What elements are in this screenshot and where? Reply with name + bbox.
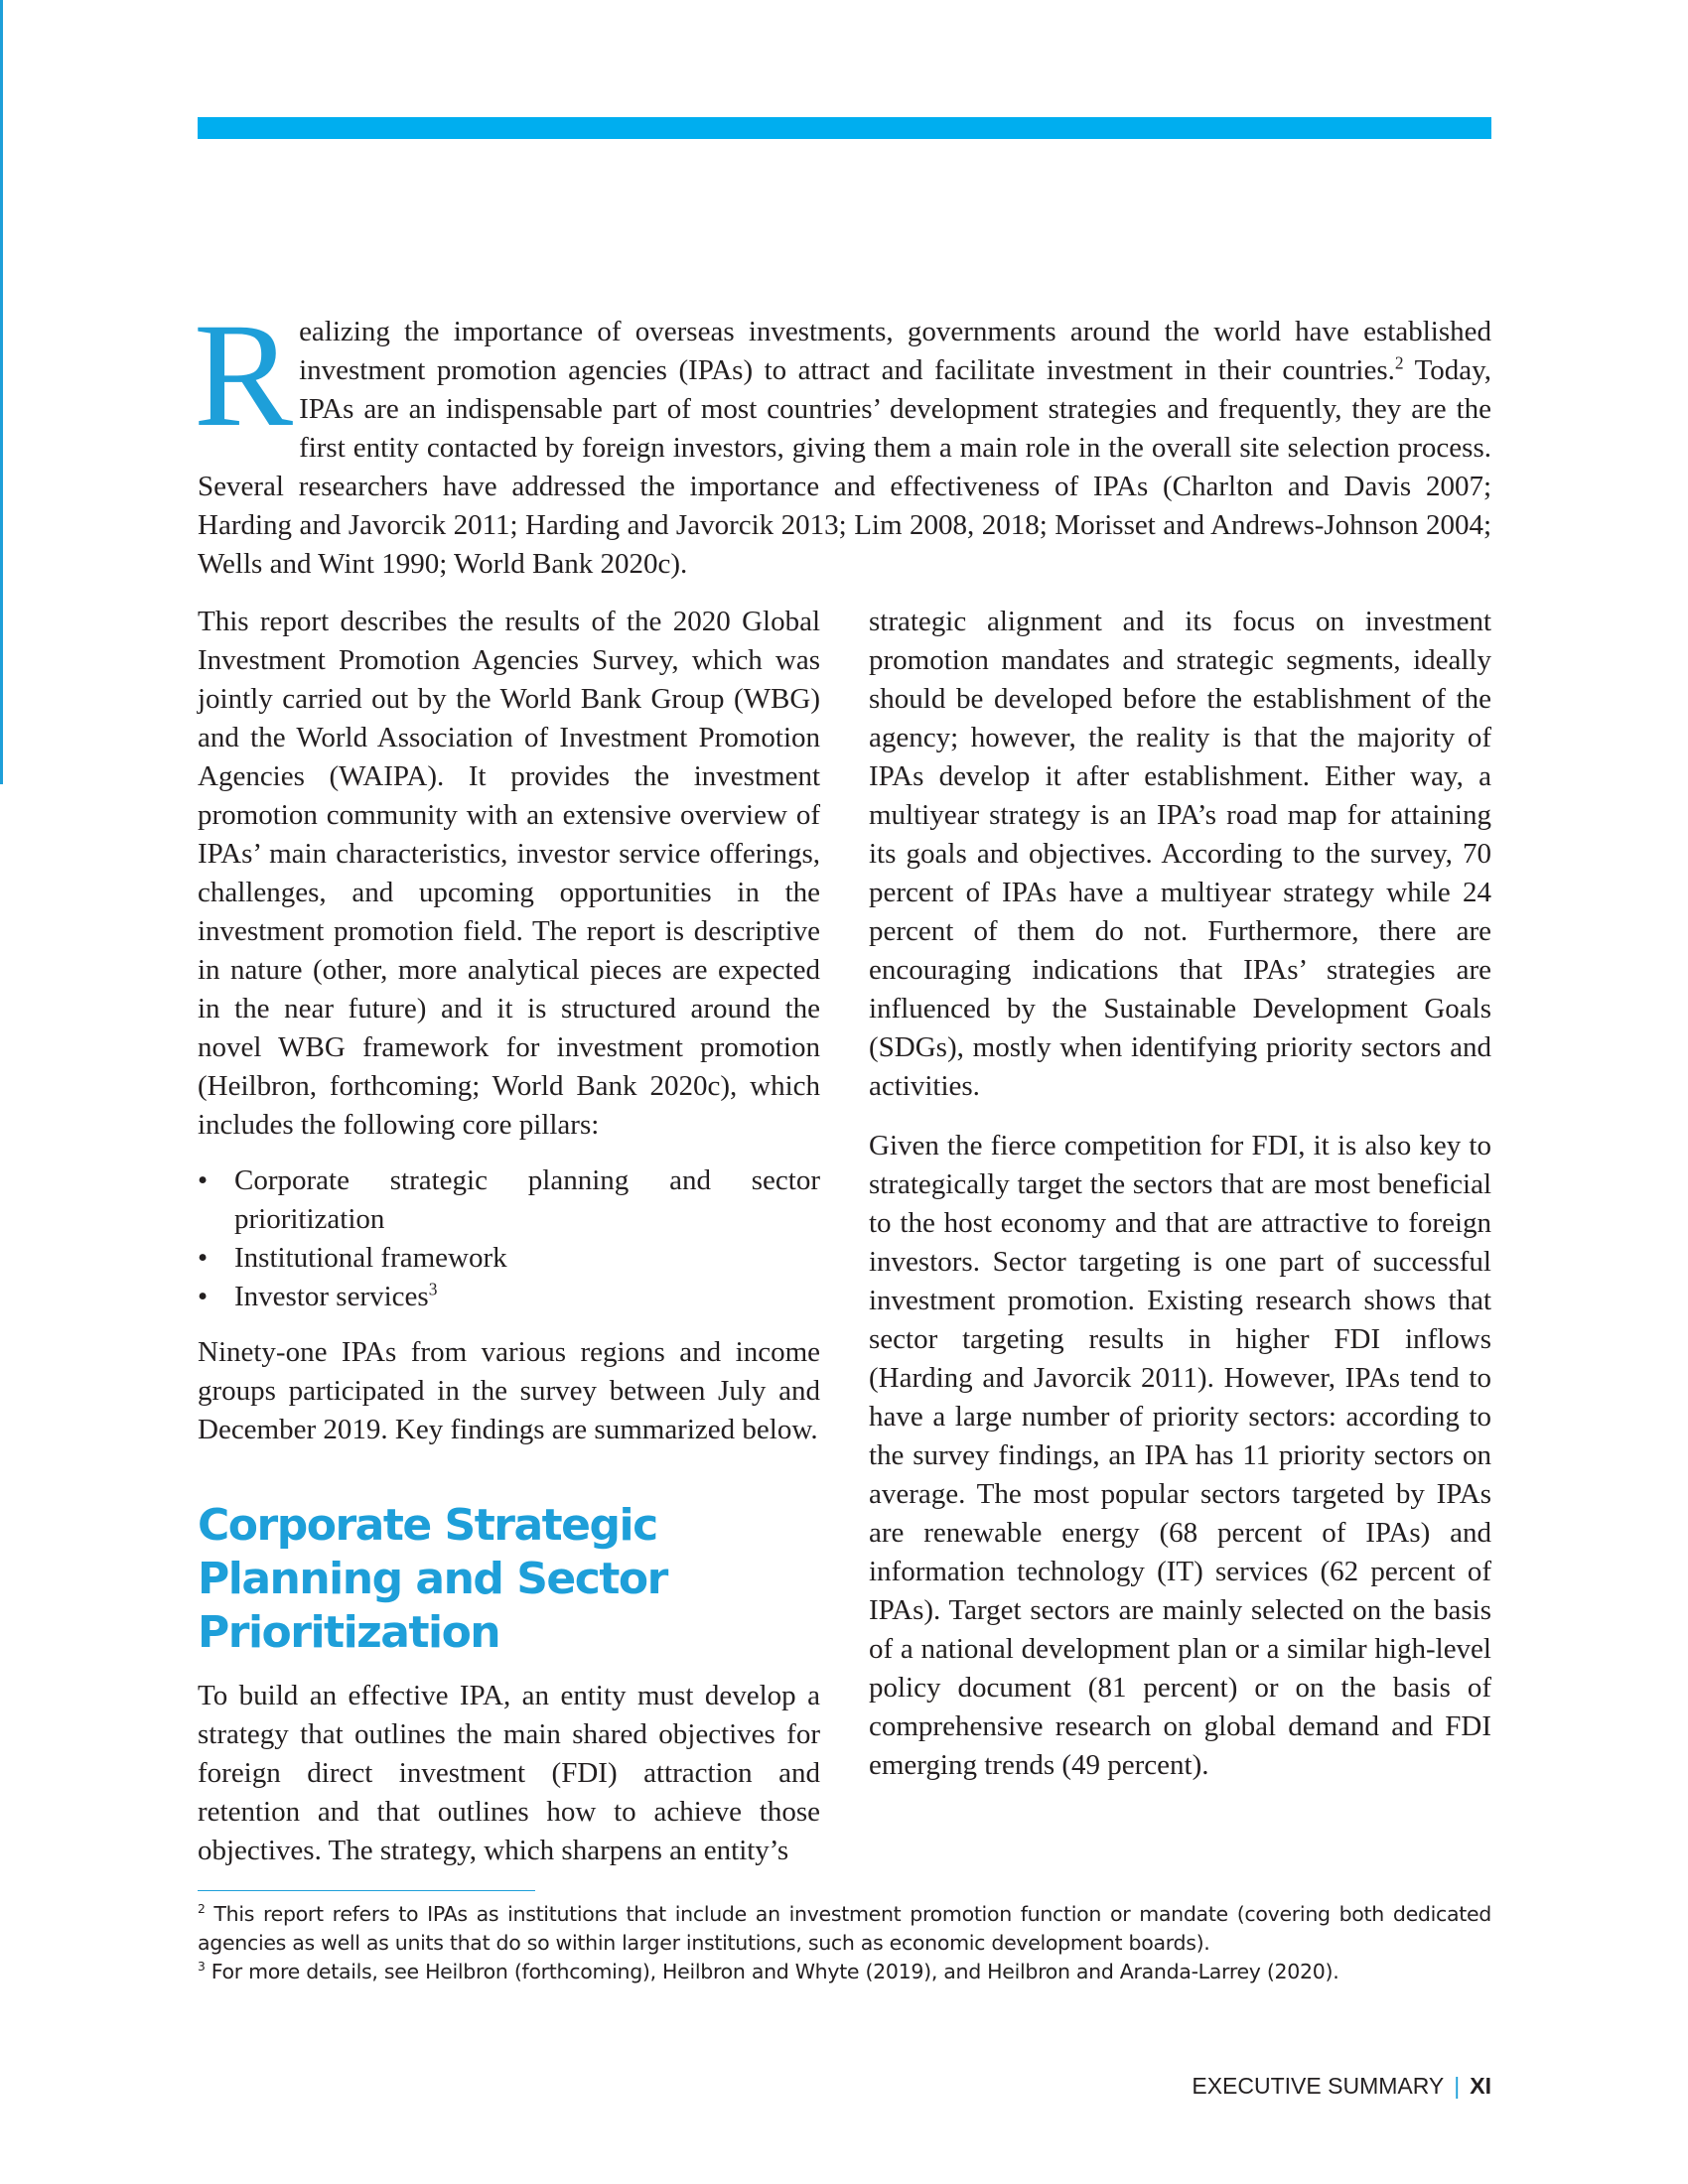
footnotes xyxy=(198,1900,1491,1986)
header-accent-bar xyxy=(198,117,1491,139)
footnote-2: $^2$ This report refers to IPAs as institutions that include an investment promotion function or mandate (covering both dedicated agencies as well as units that do so within larger institutions, such as economic development boards). xyxy=(198,1902,1491,1955)
intro-paragraph xyxy=(194,293,1492,584)
page-edge-rule xyxy=(0,0,3,784)
strategy-paragraph: To build an effective IPA, an entity must develop a strategy that outlines the main shared objectives for foreign direct investment (FDI) attraction and retention and that outlines how to achieve those objectives. The strategy, which sharpens an entity’s xyxy=(198,1680,820,1866)
running-footer xyxy=(1192,2073,1491,2100)
list-item: • Investor services$^3$ xyxy=(198,1278,820,1316)
right-column xyxy=(869,603,1491,1785)
intro-text-continued: Today, IPAs are an indispensable part of most countries’ development strategies and frequently, they are the first entity contacted by foreign investors, giving them a main role in the overall site selection process. Several researchers have addressed the importance and effectiveness of IPAs (Charlton and Davis 2007; Harding and Javorcik 2011; Harding and Javorcik 2013; Lim 2008, 2018; Morisset and Andrews-Johnson 2004; Wells and Wint 1990; World Bank 2020c). xyxy=(198,354,1492,580)
bullet-icon: • xyxy=(198,1281,209,1312)
left-column xyxy=(198,603,820,1870)
participants-paragraph: Ninety-one IPAs from various regions and income groups participated in the survey between July and December 2019. Key findings are summarized below. xyxy=(198,1336,820,1445)
list-item: • Institutional framework xyxy=(198,1239,820,1278)
strategy-continued-paragraph: strategic alignment and its focus on investment promotion mandates and strategic segments, ideally should be developed before the establishment of the agency; however, the reality is that the majority of IPAs develop it after establishment. Either way, a multiyear strategy is an IPA’s road map for attaining its goals and objectives. According to the survey, 70 percent of IPAs have a multiyear strategy while 24 percent of them do not. Furthermore, there are encouraging indications that IPAs’ strategies are influenced by the Sustainable Development Goals (SDGs), mostly when identifying priority sectors and activities. xyxy=(869,606,1491,1102)
survey-description-paragraph: This report describes the results of the 2020 Global Investment Promotion Agencies Survey, which was jointly carried out by the World Bank Group (WBG) and the World Association of Investment Promotion Agencies (WAIPA). It provides the investment promotion community with an extensive overview of IPAs’ main characteristics, investor service offerings, challenges, and upcoming opportunities in the investment promotion field. The report is descriptive in nature (other, more analytical pieces are expected in the near future) and it is structured around the novel WBG framework for investment promotion (Heilbron, forthcoming; World Bank 2020c), which includes the following core pillars: xyxy=(198,606,820,1141)
section-heading: Corporate Strategic Planning and Sector Prioritization xyxy=(198,1500,667,1658)
bullet-icon: • xyxy=(198,1164,209,1196)
list-item: • Corporate strategic planning and sector prioritization xyxy=(198,1161,820,1239)
page-number: XI xyxy=(1470,2073,1491,2099)
footnote-ref-2[interactable]: 2 xyxy=(1394,352,1404,373)
core-pillars-list xyxy=(198,1161,820,1316)
footnote-3: $^3$ For more details, see Heilbron (forthcoming), Heilbron and Whyte (2019), and Heilbron and Aranda-Larrey (2020). xyxy=(198,1960,1339,1983)
footnote-ref-3[interactable]: 3 xyxy=(428,1279,438,1299)
intro-text: ealizing the importance of overseas investments, governments around the world have established investment promotion agencies (IPAs) to attract and facilitate investment in their countries. xyxy=(299,316,1491,386)
drop-cap: R xyxy=(194,293,294,458)
footnote-divider xyxy=(198,1890,535,1891)
footer-section-title: EXECUTIVE SUMMARY xyxy=(1192,2073,1445,2099)
sector-targeting-paragraph: Given the fierce competition for FDI, it is also key to strategically target the sectors that are most beneficial to the host economy and that are attractive to foreign investors. Sector targeting is one part of successful investment promotion. Existing research shows that sector targeting results in higher FDI inflows (Harding and Javorcik 2011). However, IPAs tend to have a large number of priority sectors: according to the survey findings, an IPA has 11 priority sectors on average. The most popular sectors targeted by IPAs are renewable energy (68 percent of IPAs) and information technology (IT) services (62 percent of IPAs). Target sectors are mainly selected on the basis of a national development plan or a similar high-level policy document (81 percent) or on the basis of comprehensive research on global demand and FDI emerging trends (49 percent). xyxy=(869,1130,1491,1781)
bullet-icon: • xyxy=(198,1242,209,1274)
footer-separator: | xyxy=(1454,2073,1461,2099)
